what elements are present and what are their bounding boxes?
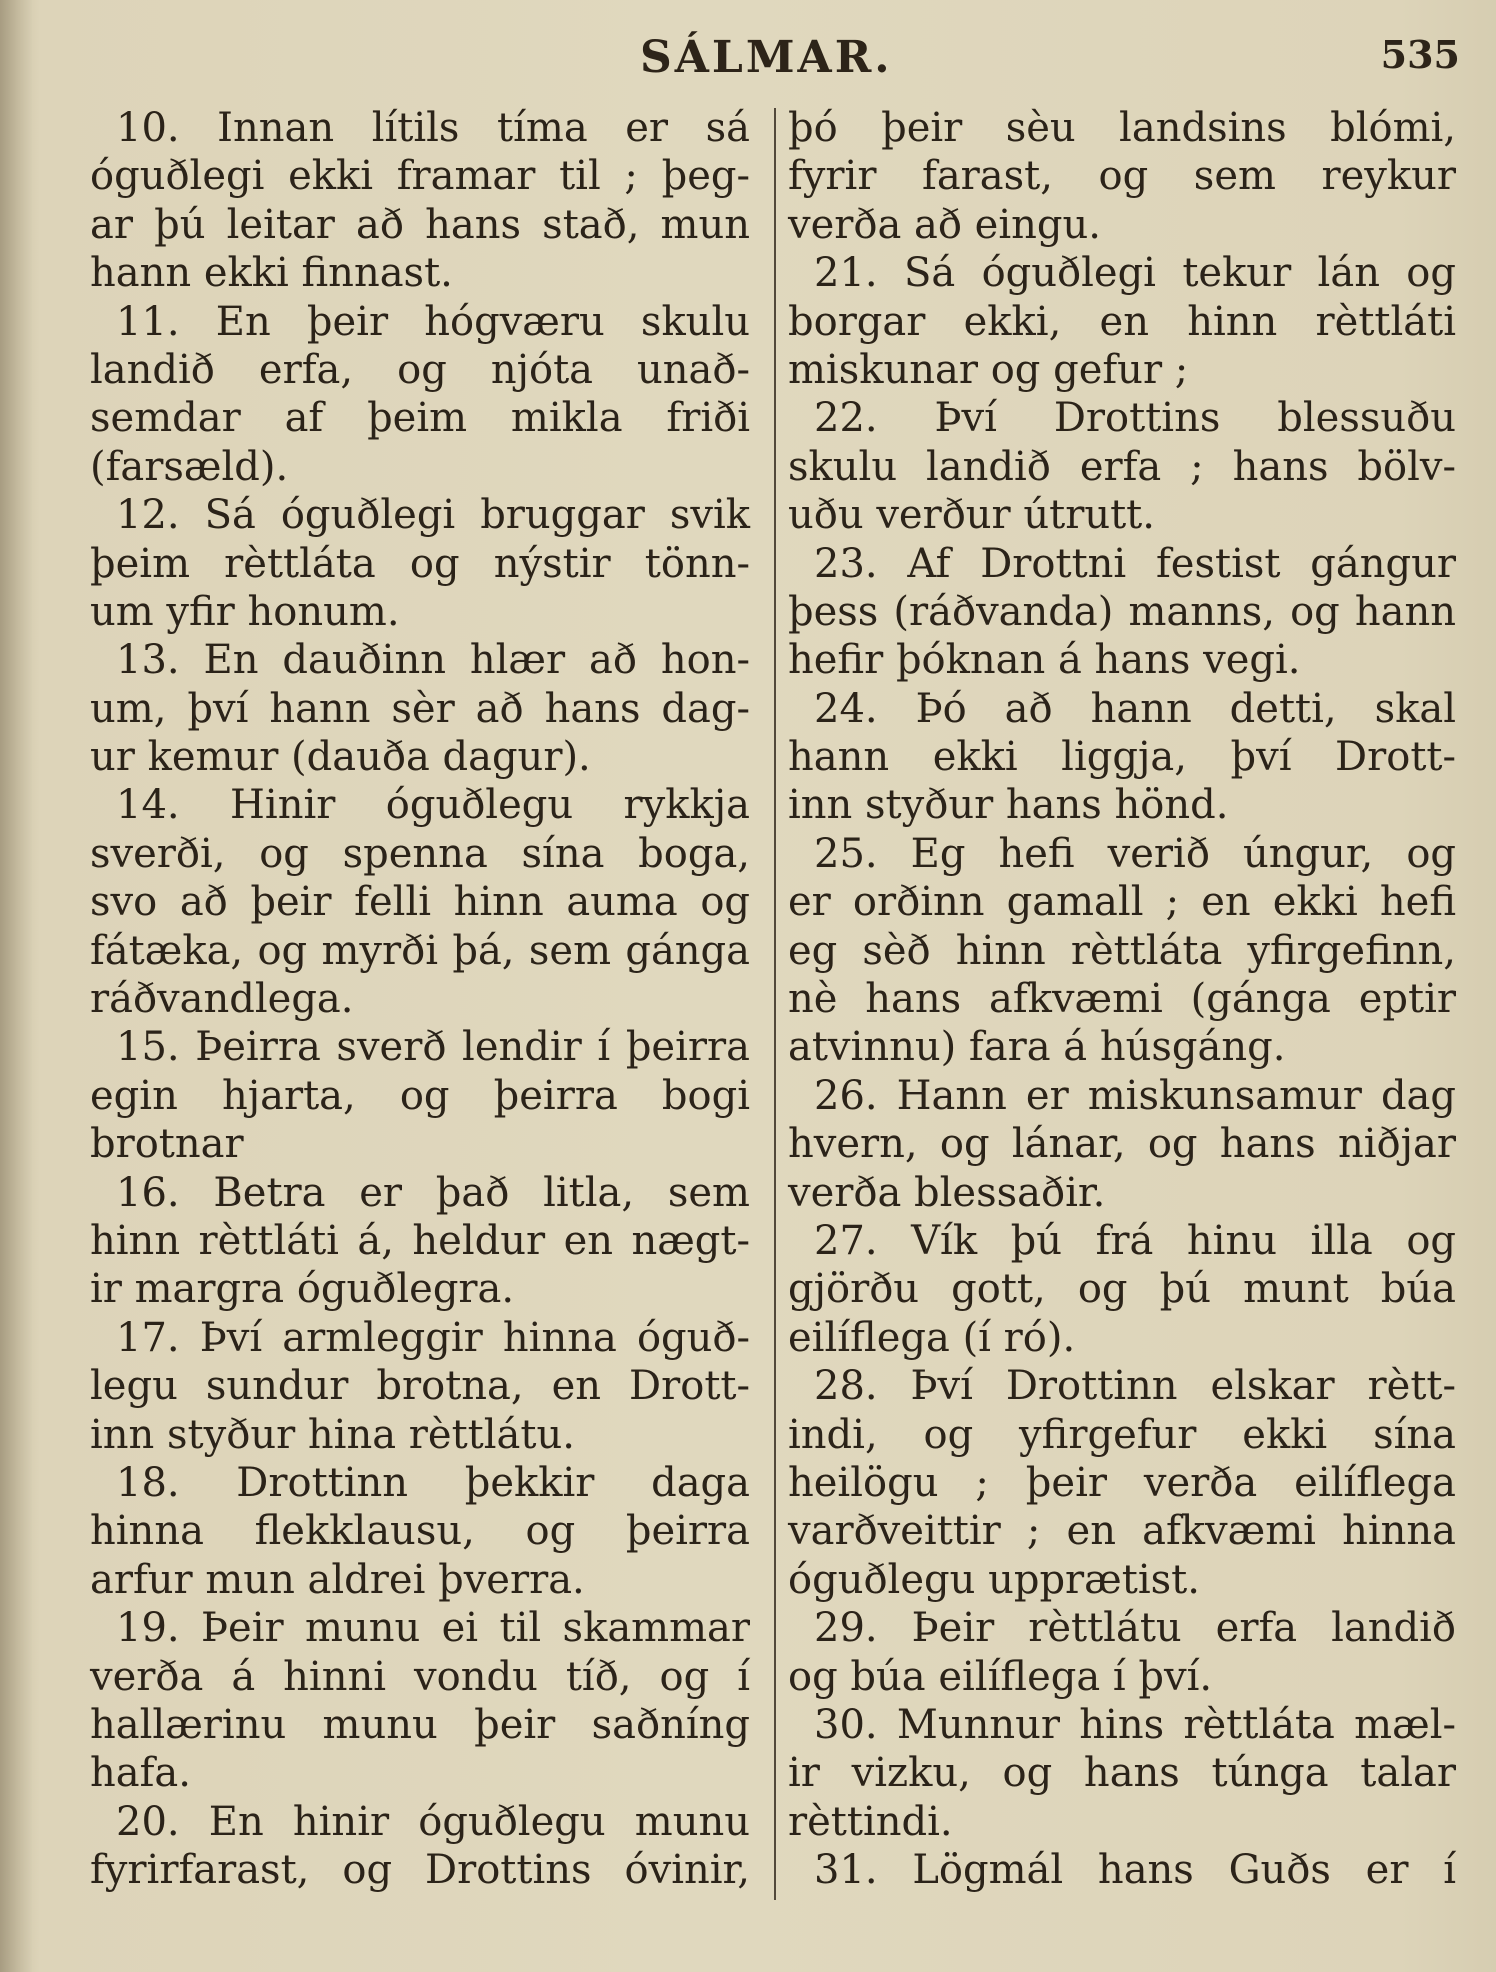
text-line: um yfir honum. [90,588,400,635]
verse-start-line: 25. Eg hefi verið úngur, og [814,830,1456,877]
text-line: legu sundur brotna, en Drott- [90,1363,750,1410]
text-line: inn styður hina rèttlátu. [90,1411,575,1458]
text-line: hann ekki liggja, því Drott- [788,734,1456,781]
column-divider [774,108,776,1900]
verse-start-line: 11. En þeir hógværu skulu [116,298,750,345]
text-line: verða á hinni vondu tíð, og í [90,1653,750,1700]
text-line: semdar af þeim mikla friði [90,395,750,442]
verse-start-line: 16. Betra er það litla, sem [116,1169,750,1216]
text-line: brotnar [90,1121,244,1168]
text-line: miskunar og gefur ; [788,346,1189,393]
verse-start-line: 29. Þeir rèttlátu erfa landið [814,1605,1456,1652]
text-line: hallærinu munu þeir saðníng [90,1701,750,1748]
text-line: ir margra óguðlegra. [90,1266,515,1313]
running-head [0,26,1496,86]
text-line: ráðvandlega. [90,976,354,1023]
text-line: er orðinn gamall ; en ekki hefi [788,879,1456,926]
text-line: hefir þóknan á hans vegi. [788,637,1301,684]
text-line: fátæka, og myrði þá, sem gánga [90,927,750,974]
text-line: óguðlegu upprætist. [788,1556,1200,1603]
text-line: atvinnu) fara á húsgáng. [788,1024,1286,1071]
page-number: 535 [1380,32,1460,77]
text-line: þó þeir sèu landsins blómi, [788,105,1456,151]
text-line: hann ekki finnast. [90,250,453,297]
text-line: ar þú leitar að hans stað, mun [90,201,750,248]
text-line: eilíflega (í ró). [788,1314,1076,1361]
page-title: SÁLMAR. [640,32,893,83]
text-line: hinn rèttláti á, heldur en nægt- [90,1217,750,1264]
left-column [90,104,750,1894]
text-line: eg sèð hinn rèttláta yfirgefinn, [788,927,1456,974]
text-line: (farsæld). [90,443,289,490]
text-line: óguðlegi ekki framar til ; þeg- [90,153,750,200]
text-line: rèttindi. [788,1798,953,1845]
verse-start-line: 18. Drottinn þekkir daga [116,1459,750,1506]
verse-start-line: 26. Hann er miskunsamur dag [814,1072,1456,1119]
text-line: egin hjarta, og þeirra bogi [90,1072,750,1119]
verse-start-line: 19. Þeir munu ei til skammar [116,1605,750,1652]
verse-start-line: 21. Sá óguðlegi tekur lán og [814,250,1456,297]
verse-start-line: 28. Því Drottinn elskar rètt- [814,1363,1456,1410]
verse-start-line: 30. Munnur hins rèttláta mæl- [814,1701,1456,1748]
text-line: hvern, og lánar, og hans niðjar [788,1121,1456,1168]
text-line: svo að þeir felli hinn auma og [90,879,750,926]
verse-start-line: 17. Því armleggir hinna óguð- [116,1314,750,1361]
text-line: gjörðu gott, og þú munt búa [788,1266,1456,1313]
verse-start-line: 14. Hinir óguðlegu rykkja [116,782,750,829]
text-line: sverði, og spenna sína boga, [90,830,750,877]
text-line: og búa eilíflega í því. [788,1653,1213,1700]
verse-start-line: 13. En dauðinn hlær að hon- [116,637,750,684]
text-line: verða að eingu. [788,201,1101,248]
text-line: inn styður hans hönd. [788,782,1229,829]
text-line: verða blessaðir. [788,1169,1106,1216]
verse-start-line: 31. Lögmál hans Guðs er í [814,1847,1456,1894]
verse-start-line: 27. Vík þú frá hinu illa og [814,1217,1456,1264]
verse-start-line: 15. Þeirra sverð lendir í þeirra [116,1024,750,1071]
text-line: fyrir farast, og sem reykur [788,153,1456,200]
text-line: landið erfa, og njóta unað- [90,346,750,393]
verse-start-line: 10. Innan lítils tíma er sá [116,105,750,151]
verse-start-line: 12. Sá óguðlegi bruggar svik [116,492,750,539]
text-line: varðveittir ; en afkvæmi hinna [788,1508,1456,1555]
text-line: skulu landið erfa ; hans bölv- [788,443,1456,490]
text-line: þeim rèttláta og nýstir tönn- [90,540,750,587]
facing-page-edge [0,0,32,1972]
text-line: fyrirfarast, og Drottins óvinir, [90,1847,750,1894]
text-line: um, því hann sèr að hans dag- [90,685,750,732]
text-line: uðu verður útrutt. [788,492,1155,539]
text-line: ur kemur (dauða dagur). [90,734,591,781]
text-line: borgar ekki, en hinn rèttláti [788,298,1456,345]
verse-start-line: 24. Þó að hann detti, skal [814,685,1456,732]
text-line: indi, og yfirgefur ekki sína [788,1411,1456,1458]
text-line: nè hans afkvæmi (gánga eptir [788,976,1456,1023]
text-line: hinna flekklausu, og þeirra [90,1508,750,1555]
verse-start-line: 20. En hinir óguðlegu munu [116,1798,750,1845]
verse-start-line: 23. Af Drottni festist gángur [814,540,1456,587]
verse-start-line: 22. Því Drottins blessuðu [814,395,1456,442]
text-line: hafa. [90,1750,191,1797]
right-column [788,104,1456,1894]
text-line: arfur mun aldrei þverra. [90,1556,585,1603]
text-line: ir vizku, og hans túnga talar [788,1750,1456,1797]
text-line: þess (ráðvanda) manns, og hann [788,588,1456,635]
text-line: heilögu ; þeir verða eilíflega [788,1459,1456,1506]
